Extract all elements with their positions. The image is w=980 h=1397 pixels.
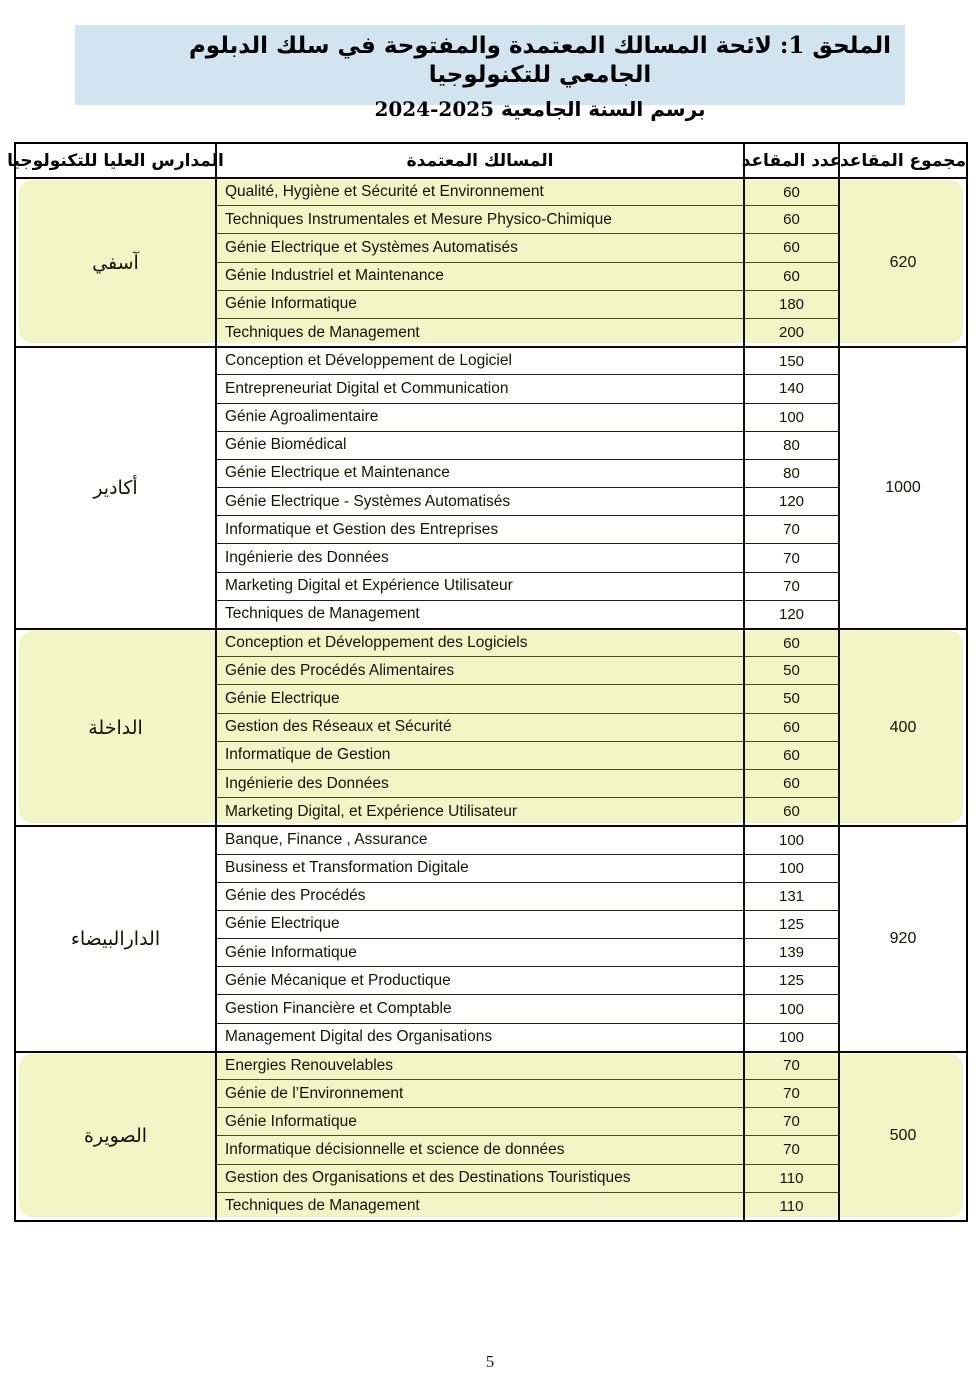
program-name: Génie Informatique <box>217 290 745 318</box>
program-name: Génie des Procédés <box>217 882 745 910</box>
program-name: Energies Renouvelables <box>217 1051 745 1079</box>
program-name: Conception et Développement de Logiciel <box>217 346 745 374</box>
seat-count: 60 <box>745 769 840 797</box>
program-name: Génie Agroalimentaire <box>217 403 745 431</box>
seat-count: 80 <box>745 431 840 459</box>
seat-count: 110 <box>745 1192 840 1220</box>
program-name: Ingénierie des Données <box>217 769 745 797</box>
program-name: Informatique et Gestion des Entreprises <box>217 515 745 543</box>
document-title-line1: الملحق 1: لائحة المسالك المعتمدة والمفتوحة في سلك الدبلوم الجامعي للتكنولوجيا <box>188 32 892 88</box>
program-name: Informatique de Gestion <box>217 741 745 769</box>
group-total: 620 <box>840 177 966 346</box>
title-banner <box>75 25 905 121</box>
program-name: Génie Electrique <box>217 910 745 938</box>
program-name: Entrepreneuriat Digital et Communication <box>217 374 745 402</box>
program-name: Informatique décisionnelle et science de données <box>217 1135 745 1163</box>
seat-count: 60 <box>745 713 840 741</box>
program-name: Génie Mécanique et Productique <box>217 966 745 994</box>
seat-count: 131 <box>745 882 840 910</box>
program-name: Génie Electrique et Systèmes Automatisés <box>217 233 745 261</box>
program-name: Génie de l’Environnement <box>217 1079 745 1107</box>
seat-count: 50 <box>745 656 840 684</box>
table-header-programs: المسالك المعتمدة <box>217 144 745 177</box>
table-header-total-seats: مجموع المقاعد <box>839 150 967 171</box>
seat-count: 60 <box>745 205 840 233</box>
seat-count: 150 <box>745 346 840 374</box>
program-name: Marketing Digital et Expérience Utilisateur <box>217 572 745 600</box>
table-header-seats: عدد المقاعد <box>745 144 840 177</box>
seat-count: 180 <box>745 290 840 318</box>
table-header-schools: المدارس العليا للتكنولوجيا <box>16 144 217 177</box>
program-name: Techniques Instrumentales et Mesure Physico-Chimique <box>217 205 745 233</box>
group-total: 1000 <box>840 346 966 628</box>
seat-count: 70 <box>745 1051 840 1079</box>
program-name: Gestion des Organisations et des Destinations Touristiques <box>217 1164 745 1192</box>
program-name: Génie Electrique et Maintenance <box>217 459 745 487</box>
table-grid <box>7 144 967 1220</box>
seat-count: 50 <box>745 684 840 712</box>
program-name: Business et Transformation Digitale <box>217 854 745 882</box>
page-number: 5 <box>485 1352 495 1371</box>
program-name: Qualité, Hygiène et Sécurité et Environnement <box>217 177 745 205</box>
seat-count: 100 <box>745 403 840 431</box>
school-name: الدارالبيضاء <box>16 825 217 1051</box>
seat-count: 110 <box>745 1164 840 1192</box>
seat-count: 100 <box>745 825 840 853</box>
program-name: Techniques de Management <box>217 1192 745 1220</box>
seat-count: 200 <box>745 318 840 346</box>
seat-count: 120 <box>745 487 840 515</box>
seat-count: 120 <box>745 600 840 628</box>
programs-table <box>7 142 968 1222</box>
program-name: Génie Electrique - Systèmes Automatisés <box>217 487 745 515</box>
group-total: 920 <box>840 825 966 1051</box>
program-name: Génie des Procédés Alimentaires <box>217 656 745 684</box>
seat-count: 70 <box>745 1079 840 1107</box>
program-name: Conception et Développement des Logiciels <box>217 628 745 656</box>
school-name: الصويرة <box>16 1051 217 1220</box>
group-total: 400 <box>840 628 966 825</box>
program-name: Génie Informatique <box>217 938 745 966</box>
seat-count: 125 <box>745 910 840 938</box>
seat-count: 100 <box>745 854 840 882</box>
school-name: أكادير <box>16 346 217 628</box>
seat-count: 60 <box>745 741 840 769</box>
seat-count: 60 <box>745 628 840 656</box>
seat-count: 60 <box>745 797 840 825</box>
seat-count: 70 <box>745 1135 840 1163</box>
seat-count: 125 <box>745 966 840 994</box>
seat-count: 70 <box>745 572 840 600</box>
program-name: Ingénierie des Données <box>217 543 745 571</box>
seat-count: 70 <box>745 543 840 571</box>
seat-count: 60 <box>745 233 840 261</box>
seat-count: 70 <box>745 515 840 543</box>
seat-count: 60 <box>745 177 840 205</box>
program-name: Techniques de Management <box>217 600 745 628</box>
program-name: Marketing Digital, et Expérience Utilisateur <box>217 797 745 825</box>
program-name: Génie Industriel et Maintenance <box>217 262 745 290</box>
seat-count: 139 <box>745 938 840 966</box>
program-name: Management Digital des Organisations <box>217 1023 745 1051</box>
school-name: آسفي <box>16 177 217 346</box>
seat-count: 70 <box>745 1107 840 1135</box>
seat-count: 140 <box>745 374 840 402</box>
seat-count: 100 <box>745 1023 840 1051</box>
program-name: Gestion Financière et Comptable <box>217 994 745 1022</box>
group-total: 500 <box>840 1051 966 1220</box>
program-name: Génie Informatique <box>217 1107 745 1135</box>
program-name: Génie Biomédical <box>217 431 745 459</box>
seat-count: 80 <box>745 459 840 487</box>
school-name: الداخلة <box>16 628 217 825</box>
seat-count: 100 <box>745 994 840 1022</box>
program-name: Techniques de Management <box>217 318 745 346</box>
document-title-line2: برسم السنة الجامعية 2025-2024 <box>374 96 706 121</box>
seat-count: 60 <box>745 262 840 290</box>
program-name: Génie Electrique <box>217 684 745 712</box>
program-name: Banque, Finance , Assurance <box>217 825 745 853</box>
program-name: Gestion des Réseaux et Sécurité <box>217 713 745 741</box>
